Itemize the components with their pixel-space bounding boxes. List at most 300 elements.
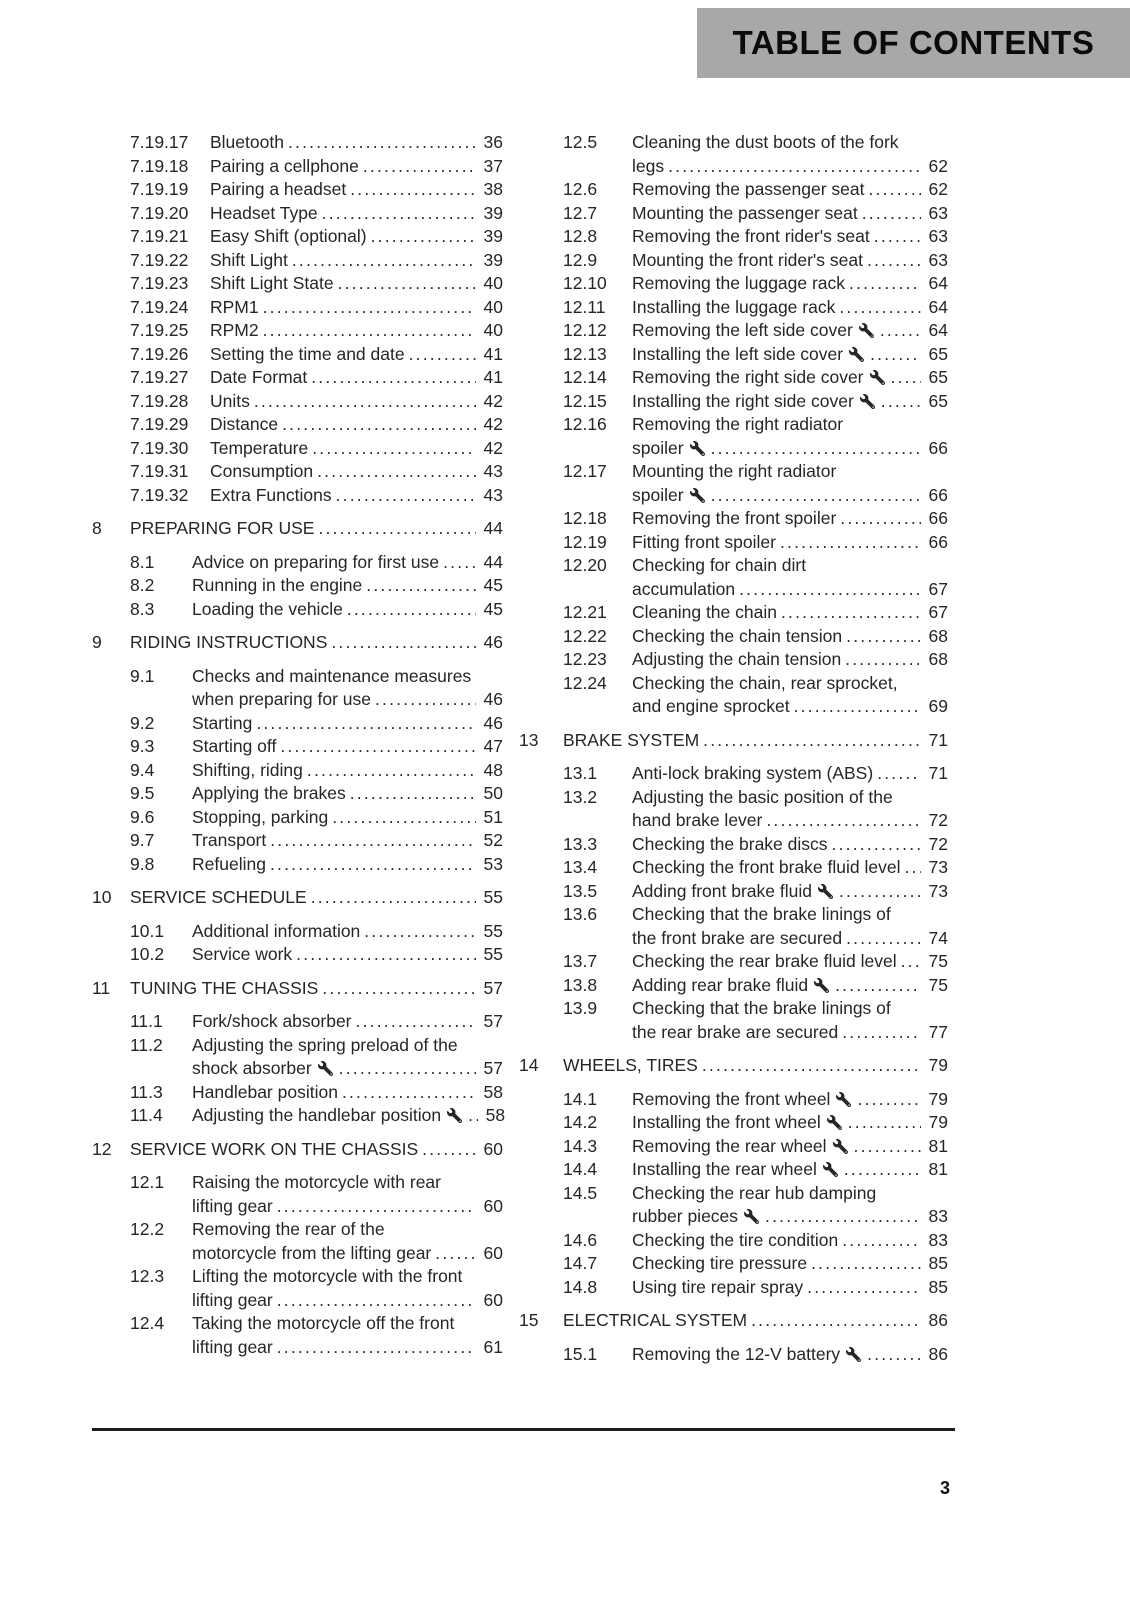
dot-leader xyxy=(422,1138,476,1162)
dot-leader xyxy=(881,390,921,414)
dot-leader xyxy=(331,631,476,655)
page-ref: 60 xyxy=(483,1195,503,1216)
item-title-line: Cleaning the dust boots of the fork xyxy=(632,132,899,152)
toc-item-row xyxy=(519,1252,948,1276)
item-title: Setting the time and date xyxy=(210,343,405,364)
page-ref: 60 xyxy=(483,1289,503,1310)
dot-leader xyxy=(332,806,476,830)
dot-leader xyxy=(711,437,921,461)
section-title: SERVICE WORK ON THE CHASSIS xyxy=(130,1138,419,1159)
section-number: 8.3 xyxy=(130,598,155,619)
section-number: 14 xyxy=(519,1055,539,1075)
toc-item-row xyxy=(92,319,503,343)
section-number: 13.9 xyxy=(563,998,598,1018)
item-title: Checking the tire condition xyxy=(632,1229,839,1250)
item-title: Checking the front brake fluid level xyxy=(632,857,901,877)
section-number: 12.16 xyxy=(563,414,607,434)
page-ref: 57 xyxy=(483,977,503,998)
toc-item-row xyxy=(519,762,948,786)
item-title: Pairing a cellphone xyxy=(210,155,359,176)
section-number: 15.1 xyxy=(563,1343,598,1364)
page-ref: 60 xyxy=(483,1242,503,1263)
page-ref: 57 xyxy=(483,1011,503,1031)
wrench-icon xyxy=(827,1115,842,1130)
page-ref: 79 xyxy=(928,1055,948,1075)
section-number: 14.6 xyxy=(563,1229,598,1250)
toc-item-row xyxy=(92,296,503,320)
dot-leader xyxy=(880,319,921,343)
dot-leader xyxy=(277,1289,476,1313)
item-title: Adjusting the chain tension xyxy=(632,649,842,669)
page-ref: 65 xyxy=(928,343,948,364)
page-ref: 81 xyxy=(928,1135,948,1156)
toc-item-row xyxy=(519,786,948,833)
wrench-icon xyxy=(744,1209,759,1224)
dot-leader xyxy=(846,927,921,951)
item-title: RPM1 xyxy=(210,296,259,317)
page-ref: 43 xyxy=(483,461,503,481)
section-number: 12.18 xyxy=(563,508,607,528)
section-number: 12.22 xyxy=(563,625,607,646)
item-title: hand brake lever xyxy=(632,810,763,830)
wrench-icon xyxy=(318,1061,333,1076)
section-number: 10.2 xyxy=(130,944,165,964)
item-title-line: Checks and maintenance measures xyxy=(192,665,472,686)
item-title: Starting off xyxy=(192,736,277,756)
item-title: lifting gear xyxy=(192,1195,273,1216)
dot-leader xyxy=(835,974,921,998)
toc-item-row xyxy=(519,1229,948,1253)
page-title: TABLE OF CONTENTS xyxy=(732,24,1095,61)
toc-chapter-row xyxy=(519,1309,948,1333)
page-ref: 39 xyxy=(483,202,503,223)
item-title: Shift Light State xyxy=(210,273,334,293)
dot-leader xyxy=(292,249,476,273)
page-ref: 63 xyxy=(928,202,948,223)
section-number: 12.11 xyxy=(563,296,606,317)
page-ref: 55 xyxy=(483,944,503,964)
section-number: 7.19.26 xyxy=(130,343,189,364)
item-title: Cleaning the chain xyxy=(632,602,777,622)
section-number: 12.12 xyxy=(563,320,607,340)
page-ref: 52 xyxy=(483,830,503,850)
section-number: 9.8 xyxy=(130,853,155,874)
dot-leader xyxy=(270,829,476,853)
dot-leader xyxy=(288,131,476,155)
section-title: WHEELS, TIRES xyxy=(563,1055,698,1075)
item-title: Removing the right side cover xyxy=(632,367,864,387)
section-number: 11 xyxy=(92,977,111,998)
item-title: Easy Shift (optional) xyxy=(210,226,367,246)
section-number: 12.10 xyxy=(563,273,607,293)
dot-leader xyxy=(811,1252,921,1276)
toc-item-row xyxy=(519,1182,948,1229)
dot-leader xyxy=(468,1104,478,1128)
page-ref: 66 xyxy=(928,531,948,552)
toc-item-row xyxy=(519,366,948,390)
section-number: 12.21 xyxy=(563,602,607,622)
section-number: 7.19.20 xyxy=(130,202,189,223)
page-ref: 64 xyxy=(928,273,948,293)
toc-item-row xyxy=(519,997,948,1044)
wrench-icon xyxy=(836,1092,851,1107)
toc-item-row xyxy=(519,343,948,367)
section-title: PREPARING FOR USE xyxy=(130,518,315,538)
dot-leader xyxy=(350,178,476,202)
page-ref: 61 xyxy=(483,1336,503,1357)
item-title: the rear brake are secured xyxy=(632,1021,839,1042)
page-ref: 74 xyxy=(928,927,948,948)
toc-item-row xyxy=(519,1088,948,1112)
toc-item-row xyxy=(519,856,948,880)
toc-item-row xyxy=(92,1081,503,1105)
toc-item-row xyxy=(92,131,503,155)
page-ref: 42 xyxy=(483,390,503,411)
item-title-line: Adjusting the basic position of the xyxy=(632,786,893,807)
table-of-contents xyxy=(92,131,948,1366)
section-number: 7.19.22 xyxy=(130,249,189,270)
wrench-icon xyxy=(860,394,875,409)
item-title: Shifting, riding xyxy=(192,759,303,780)
page-ref: 71 xyxy=(928,729,948,750)
item-title: Removing the front rider's seat xyxy=(632,226,870,246)
wrench-icon xyxy=(846,1347,861,1362)
section-number: 14.7 xyxy=(563,1253,598,1273)
dot-leader xyxy=(794,695,921,719)
dot-leader xyxy=(270,853,476,877)
dot-leader xyxy=(832,833,921,857)
page-ref: 48 xyxy=(483,759,503,780)
toc-column-left xyxy=(92,131,506,1366)
dot-leader xyxy=(338,272,476,296)
item-title: Applying the brakes xyxy=(192,783,346,803)
item-title: lifting gear xyxy=(192,1289,273,1310)
section-number: 7.19.30 xyxy=(130,437,189,458)
page-ref: 64 xyxy=(928,296,948,317)
dot-leader xyxy=(409,343,476,367)
toc-item-row xyxy=(92,782,503,806)
dot-leader xyxy=(766,809,921,833)
dot-leader xyxy=(840,507,921,531)
section-number: 12.1 xyxy=(130,1172,165,1192)
section-number: 7.19.21 xyxy=(130,226,189,246)
toc-chapter-row xyxy=(92,1138,503,1162)
dot-leader xyxy=(277,1195,476,1219)
dot-leader xyxy=(364,920,476,944)
section-number: 7.19.29 xyxy=(130,414,189,434)
page-ref: 62 xyxy=(928,155,948,176)
page-ref: 75 xyxy=(928,974,948,995)
toc-chapter-row xyxy=(519,1054,948,1078)
page-ref: 68 xyxy=(928,625,948,646)
section-number: 12.3 xyxy=(130,1266,165,1286)
page-ref: 38 xyxy=(483,179,503,199)
dot-leader xyxy=(839,880,921,904)
section-number: 7.19.17 xyxy=(130,132,189,152)
section-number: 14.5 xyxy=(563,1182,598,1203)
dot-leader xyxy=(867,249,921,273)
section-number: 7.19.27 xyxy=(130,367,189,387)
page-ref: 68 xyxy=(928,649,948,669)
page-ref: 60 xyxy=(483,1138,503,1159)
toc-item-row xyxy=(519,833,948,857)
item-title: when preparing for use xyxy=(192,689,371,709)
item-title: Refueling xyxy=(192,853,266,874)
section-number: 9.7 xyxy=(130,830,155,850)
item-title-line: Raising the motorcycle with rear xyxy=(192,1172,441,1192)
dot-leader xyxy=(336,484,476,508)
dot-leader xyxy=(839,296,921,320)
toc-chapter-row xyxy=(92,631,503,655)
item-title: Removing the left side cover xyxy=(632,320,853,340)
wrench-icon xyxy=(849,347,864,362)
page-ref: 53 xyxy=(483,853,503,874)
wrench-icon xyxy=(690,441,705,456)
section-number: 9.2 xyxy=(130,712,155,733)
toc-item-row xyxy=(519,1135,948,1159)
page-ref: 41 xyxy=(483,367,503,387)
section-title: SERVICE SCHEDULE xyxy=(130,887,307,907)
page-ref: 39 xyxy=(483,249,503,270)
item-title: Checking tire pressure xyxy=(632,1253,808,1273)
page-ref: 79 xyxy=(928,1112,948,1132)
page-ref: 65 xyxy=(928,390,948,411)
dot-leader xyxy=(311,886,476,910)
item-title-line: Checking that the brake linings of xyxy=(632,998,891,1018)
dot-leader xyxy=(443,551,476,575)
item-title: Removing the luggage rack xyxy=(632,273,846,293)
toc-item-row xyxy=(519,178,948,202)
item-title: legs xyxy=(632,155,665,176)
dot-leader xyxy=(317,460,476,484)
section-number: 14.8 xyxy=(563,1276,598,1297)
toc-chapter-row xyxy=(519,729,948,753)
page-ref: 36 xyxy=(483,132,503,152)
section-number: 15 xyxy=(519,1310,539,1330)
section-number: 7.19.28 xyxy=(130,390,189,411)
section-number: 12.24 xyxy=(563,672,607,693)
dot-leader xyxy=(703,729,921,753)
dot-leader xyxy=(307,759,476,783)
dot-leader xyxy=(848,1111,921,1135)
page-ref: 47 xyxy=(483,736,503,756)
item-title-line: Checking for chain dirt xyxy=(632,555,807,575)
toc-item-row xyxy=(92,665,503,712)
section-number: 12.17 xyxy=(563,461,607,481)
dot-leader xyxy=(277,1336,476,1360)
page-ref: 62 xyxy=(928,179,948,199)
section-number: 7.19.19 xyxy=(130,179,189,199)
page-ref: 40 xyxy=(483,273,503,293)
wrench-icon xyxy=(823,1162,838,1177)
item-title: Checking the rear brake fluid level xyxy=(632,951,897,971)
dot-leader xyxy=(339,1057,476,1081)
item-title-line: Checking that the brake linings of xyxy=(632,904,891,924)
item-title: lifting gear xyxy=(192,1336,273,1357)
page-ref: 79 xyxy=(928,1088,948,1109)
dot-leader xyxy=(435,1242,476,1266)
item-title: Installing the left side cover xyxy=(632,343,844,364)
toc-item-row xyxy=(92,943,503,967)
toc-chapter-row xyxy=(92,977,503,1001)
item-title-line: Checking the rear hub damping xyxy=(632,1182,877,1203)
section-number: 12.13 xyxy=(563,343,607,364)
toc-item-row xyxy=(519,880,948,904)
item-title: Units xyxy=(210,390,250,411)
page-ref: 86 xyxy=(928,1343,948,1364)
section-number: 12.6 xyxy=(563,179,598,199)
page-ref: 65 xyxy=(928,367,948,387)
page-ref: 77 xyxy=(928,1021,948,1042)
item-title: Mounting the passenger seat xyxy=(632,202,858,223)
toc-item-row xyxy=(92,413,503,437)
item-title: Running in the engine xyxy=(192,575,363,595)
section-number: 11.2 xyxy=(130,1034,163,1055)
section-number: 13.6 xyxy=(563,904,598,924)
item-title: Removing the 12-V battery xyxy=(632,1343,841,1364)
item-title: Adding rear brake fluid xyxy=(632,974,809,995)
toc-item-row xyxy=(519,974,948,998)
page-ref: 45 xyxy=(483,598,503,619)
item-title: the front brake are secured xyxy=(632,927,843,948)
section-number: 12.7 xyxy=(563,202,598,223)
item-title: Anti-lock braking system (ABS) xyxy=(632,763,874,783)
toc-item-row xyxy=(519,601,948,625)
item-title: RPM2 xyxy=(210,320,259,340)
page-ref: 44 xyxy=(483,551,503,572)
page-ref: 55 xyxy=(483,920,503,941)
dot-leader xyxy=(846,625,921,649)
toc-item-row xyxy=(92,806,503,830)
section-number: 7.19.25 xyxy=(130,320,189,340)
wrench-icon xyxy=(690,488,705,503)
toc-item-row xyxy=(92,1010,503,1034)
page-number: 3 xyxy=(939,1478,950,1498)
section-number: 12 xyxy=(92,1138,112,1159)
section-number: 12.4 xyxy=(130,1313,165,1333)
section-number: 7.19.18 xyxy=(130,155,189,176)
toc-chapter-row xyxy=(92,517,503,541)
item-title: Using tire repair spray xyxy=(632,1276,804,1297)
section-number: 13.7 xyxy=(563,951,598,971)
dot-leader xyxy=(751,1309,921,1333)
toc-item-row xyxy=(519,272,948,296)
toc-item-row xyxy=(92,759,503,783)
section-number: 13 xyxy=(519,729,539,750)
section-number: 14.3 xyxy=(563,1135,598,1156)
item-title-line: Adjusting the spring preload of the xyxy=(192,1034,458,1055)
item-title: Installing the front wheel xyxy=(632,1112,821,1132)
toc-item-row xyxy=(519,202,948,226)
page-ref: 72 xyxy=(928,833,948,854)
page-ref: 67 xyxy=(928,578,948,599)
page-ref: 45 xyxy=(483,575,503,595)
toc-item-row xyxy=(519,249,948,273)
dot-leader xyxy=(849,272,921,296)
page-ref: 81 xyxy=(928,1159,948,1179)
toc-item-row xyxy=(519,1158,948,1182)
toc-item-row xyxy=(519,225,948,249)
item-title: Temperature xyxy=(210,437,309,458)
item-title: Removing the rear wheel xyxy=(632,1135,827,1156)
item-title: Shift Light xyxy=(210,249,288,270)
page-ref: 86 xyxy=(928,1310,948,1330)
toc-item-row xyxy=(519,296,948,320)
dot-leader xyxy=(857,1088,921,1112)
toc-item-row xyxy=(519,390,948,414)
dot-leader xyxy=(711,484,921,508)
item-title: Adding front brake fluid xyxy=(632,880,812,901)
item-title: spoiler xyxy=(632,484,684,505)
item-title: Transport xyxy=(192,830,267,850)
item-title: Adjusting the handlebar position xyxy=(192,1105,442,1125)
toc-item-row xyxy=(92,249,503,273)
item-title: Stopping, parking xyxy=(192,806,329,827)
dot-leader xyxy=(781,601,921,625)
toc-item-row xyxy=(92,829,503,853)
dot-leader xyxy=(318,517,476,541)
item-title: Installing the luggage rack xyxy=(632,296,836,317)
page-ref: 42 xyxy=(483,437,503,458)
item-title-line: Taking the motorcycle off the front xyxy=(192,1313,455,1333)
section-number: 12.9 xyxy=(563,249,598,270)
toc-item-row xyxy=(519,460,948,507)
item-title: rubber pieces xyxy=(632,1206,739,1226)
section-number: 12.23 xyxy=(563,649,607,669)
item-title: Checking the chain tension xyxy=(632,625,843,646)
dot-leader xyxy=(668,155,921,179)
toc-item-row xyxy=(519,950,948,974)
page-ref: 39 xyxy=(483,226,503,246)
section-number: 11.1 xyxy=(130,1011,163,1031)
page-ref: 43 xyxy=(483,484,503,505)
page-ref: 55 xyxy=(483,887,503,907)
item-title: spoiler xyxy=(632,437,684,458)
item-title: Pairing a headset xyxy=(210,179,347,199)
dot-leader xyxy=(322,202,476,226)
dot-leader xyxy=(874,225,921,249)
page-ref: 37 xyxy=(483,155,503,176)
toc-item-row xyxy=(92,202,503,226)
page-ref: 85 xyxy=(928,1253,948,1273)
dot-leader xyxy=(867,1343,921,1367)
toc-item-row xyxy=(92,920,503,944)
section-number: 7.19.32 xyxy=(130,484,189,505)
dot-leader xyxy=(322,977,476,1001)
item-title-line: Removing the rear of the xyxy=(192,1219,385,1239)
section-number: 8.2 xyxy=(130,575,155,595)
toc-item-row xyxy=(92,1265,503,1312)
dot-leader xyxy=(371,225,476,249)
page-ref: 57 xyxy=(483,1058,503,1078)
toc-item-row xyxy=(519,413,948,460)
dot-leader xyxy=(312,437,476,461)
dot-leader xyxy=(263,319,476,343)
page-ref: 64 xyxy=(928,320,948,340)
section-number: 10.1 xyxy=(130,920,165,941)
toc-item-row xyxy=(519,319,948,343)
item-title-line: Mounting the right radiator xyxy=(632,461,837,481)
page-ref: 83 xyxy=(928,1206,948,1226)
toc-item-row xyxy=(519,648,948,672)
section-number: 11.3 xyxy=(130,1081,163,1102)
item-title: Fitting front spoiler xyxy=(632,531,776,552)
dot-leader xyxy=(311,366,476,390)
page-ref: 42 xyxy=(483,414,503,434)
header-bar xyxy=(697,8,1130,78)
dot-leader xyxy=(356,1010,476,1034)
page-ref: 83 xyxy=(928,1229,948,1250)
